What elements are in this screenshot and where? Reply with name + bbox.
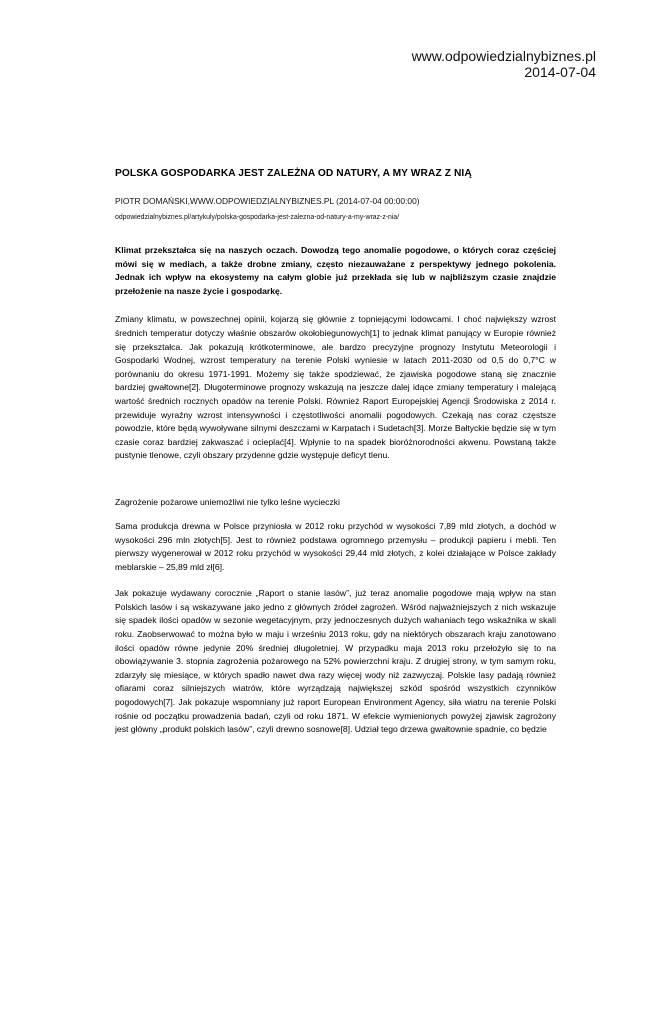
site-address: www.odpowiedzialnybiznes.pl [411,48,596,64]
article-body [115,167,556,737]
article-title: POLSKA GOSPODARKA JEST ZALEŻNA OD NATURY, A MY WRAZ Z NIĄ [115,168,472,179]
paragraph-climate-change: Zmiany klimatu, w powszechnej opinii, kojarzą się głównie z topniejącymi lodowcami. I choć największy wzrost średnich temperatur dotyczy właśnie obszarów okołobiegunowych[1] to jednak klimat panujący w Europie również się przekształca. Jak pokazują krótkoterminowe, ale bardzo precyzyjne prognozy Instytutu Meteorologii i Gospodarki Wodnej, wzrost temperatury na terenie Polski wyniesie w latach 2011-2030 od 0,5 do 0,7°C w porównaniu do okresu 1971-1991. Możemy się także spodziewać, że zjawiska pogodowe staną się znacznie bardziej gwałtowne[2]. Długoterminowe prognozy wskazują na jeszcze dalej idące zmiany temperatury i malejącą wartość średnich rocznych opadów na terenie Polski. Również Raport Europejskiej Agencji Środowiska z 2014 r. przewiduje wyraźny wzrost intensywności i częstotliwości anomalii pogodowych. Czekają nas coraz częstsze powodzie, które będą wywoływane silnymi deszczami w Karpatach i Sudetach[3]. Morze Bałtyckie będzie się w tym czasie coraz bardziej zakwaszać i ocieplać[4]. Wpłynie to na spadek bioróżnorodności akwenu. Powstaną także pustynie tlenowe, czyli obszary przydenne gdzie występuje deficyt tlenu. [115,314,556,461]
paragraph-forest-report: Jak pokazuje wydawany corocznie „Raport o stanie lasów”, już teraz anomalie pogodowe mają wpływ na stan Polskich lasów i są wskazywane jako jedno z głównych źródeł zagrożeń. Wśród najważniejszych z nich wskazuje się spadek ilości opadów w sezonie wegetacyjnym, przy jednoczesnych dużych wahaniach tego wskaźnika w skali roku. Zaobserwować to można było w maju i wrześniu 2013 roku, gdy na niektórych obszarach kraju zanotowano ilości opadów równe jedynie 20% średniej długoletniej. W przypadku maja 2013 roku przełożyło się to na obowiązywanie 3. stopnia zagrożenia pożarowego na 52% powierzchni kraju. Z drugiej strony, w tym samym roku, zdarzyły się miesiące, w których spadło nawet dwa razy więcej wody niż zazwyczaj. Polskie lasy padają również ofiarami coraz silniejszych wiatrów, które wyrządzają największej szkód spośród wszystkich czynników pogodowych[7]. Jak pokazuje wspomniany już raport European Environment Agency, siła wiatru na terenie Polski rośnie od początku prowadzenia badań, czyli od roku 1871. W efekcie wymienionych powyżej zjawisk zagrożony jest główny „produkt polskich lasów”, czyli drewno sosnowe[8]. Udział tego drzewa gwałtownie spadnie, co będzie [115,588,556,735]
article-url: odpowiedzialnybiznes.pl/artykuly/polska-gospodarka-jest-zalezna-od-natury-a-my-wraz-z-nia/ [115,214,400,221]
article-lead: Klimat przekształca się na naszych oczach. Dowodzą tego anomalie pogodowe, o których coraz częściej mówi się w mediach, a także drobne zmiany, często niezauważane z perspektywy jednego pokolenia. Jednak ich wpływ na ekosystemy na całym globie już przekłada się lub w najbliższym czasie znajdzie przełożenie na nasze życie i gospodarkę. [115,245,556,296]
page-header [412,48,596,80]
paragraph-wood-production: Sama produkcja drewna w Polsce przyniosła w 2012 roku przychód w wysokości 7,89 mld złotych, a dochód w wysokości 296 mln złotych[5]. Jest to również podstawa ogromnego przemysłu – produkcji papieru i mebli. Ten pierwszy wygenerował w 2012 roku przychód w wysokości 29,44 mld złotych, z kolei działające w Polsce zakłady meblarskie – 25,89 mld zł[6]. [115,520,556,572]
publication-date: 2014-07-04 [524,64,596,80]
article-byline: PIOTR DOMAŃSKI,WWW.ODPOWIEDZIALNYBIZNES.PL (2014-07-04 00:00:00) [115,196,420,206]
section-heading: Zagrożenie pożarowe uniemożliwi nie tylko leśne wycieczki [115,496,340,507]
